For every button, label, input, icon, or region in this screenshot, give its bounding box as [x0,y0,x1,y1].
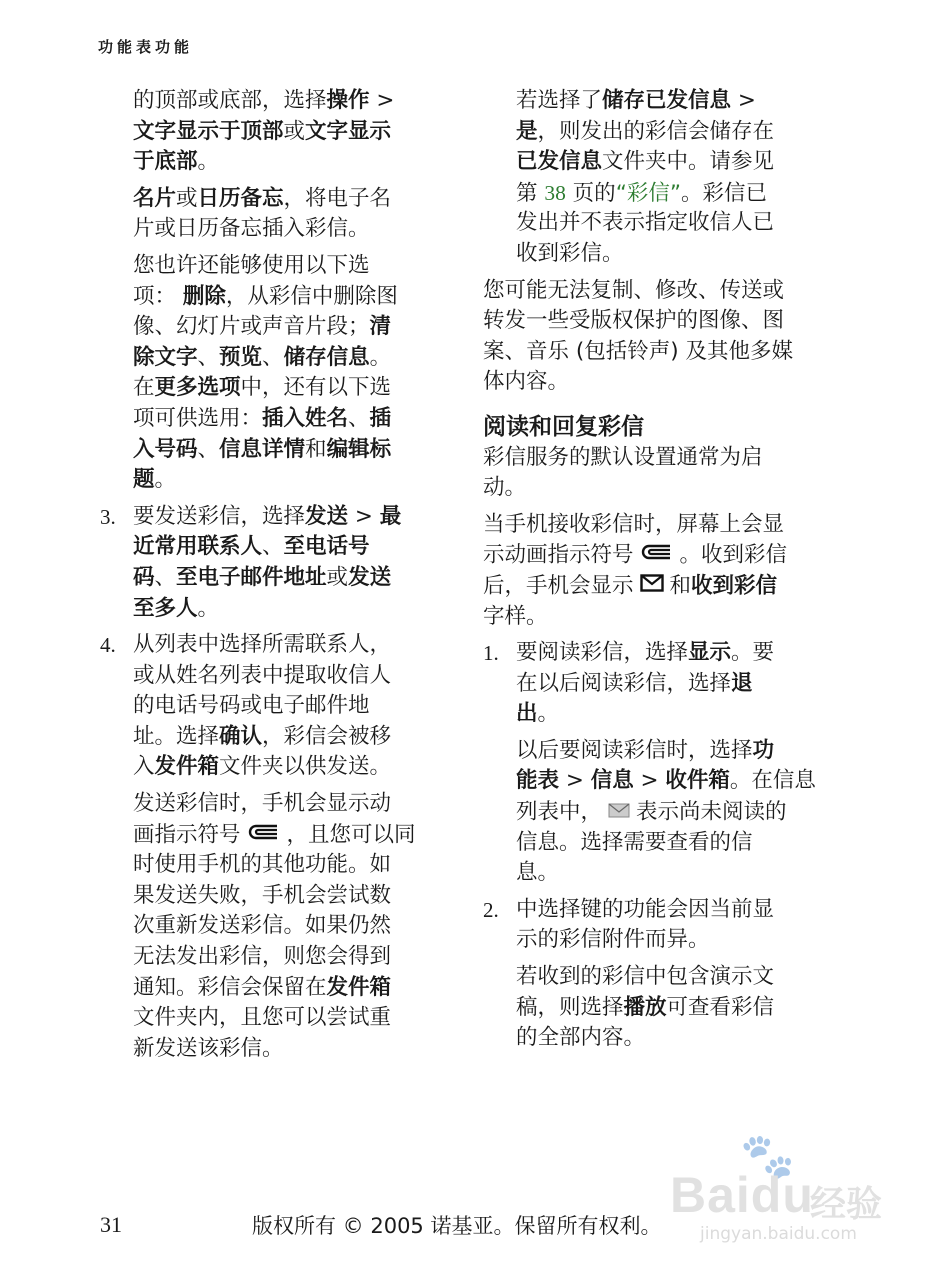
step-number: 1. [483,641,499,666]
menu-term: 最 [379,503,402,529]
numbered-step [483,895,853,956]
text-line [516,117,853,148]
text-line [133,184,460,215]
text-line [483,367,853,398]
text-run: 发送彩信时，手机会显示动 [133,791,392,817]
text-run: 示动画指示符号 [483,542,634,568]
sending-indicator-icon [247,820,281,851]
text-run: 在 [133,375,155,401]
text-line [516,86,853,117]
text-line [133,942,460,973]
menu-term: 已发信息 [516,149,603,175]
text-line [516,962,853,993]
text-run: 中选择键的功能会因当前显 [516,896,775,922]
cross-reference-link[interactable]: “彩信” [615,180,681,206]
watermark-url: jingyan.baidu.com [700,1224,857,1244]
menu-term: 预览 [219,344,263,370]
text-line [516,699,853,730]
text-run: 发出并不表示指定收信人已 [516,210,775,236]
menu-term: 码 [133,564,155,590]
text-line [133,630,460,661]
text-run: 要发送彩信，选择 [133,503,306,529]
text-line [133,312,460,343]
text-run: 像、幻灯片或声音片段； [133,314,370,340]
text-run: 、 [262,534,284,560]
paragraph [483,443,853,504]
text-line [133,1034,460,1065]
text-run: 当手机接收彩信时，屏幕上会显 [483,511,785,537]
unread-envelope-icon [608,797,630,828]
text-run: 通知。彩信会保留在 [133,974,327,1000]
text-run: 信息。选择需要查看的信 [516,829,753,855]
menu-term: 储存信息 [283,344,370,370]
menu-term: 清 [369,314,392,340]
text-run: 页的 [565,180,616,206]
text-run: 文件夹内，且您可以尝试重 [133,1005,392,1031]
text-line [483,602,853,633]
watermark-cn: 经验 [810,1184,883,1225]
text-line [133,532,460,563]
text-run: 。收到彩信 [679,542,788,568]
text-line [133,502,460,533]
menu-term: 显示 [688,640,732,666]
text-run: 中，还有以下选 [240,375,392,401]
text-run: 可查看彩信 [666,994,775,1020]
text-line [516,797,853,828]
text-line [133,594,460,625]
text-line [133,820,460,851]
menu-term: 收件箱 [665,768,730,794]
text-line [483,337,853,368]
text-line [516,925,853,956]
text-run: 。 [154,467,177,493]
paragraph [100,86,460,178]
text-line [133,117,460,148]
text-run: 在以后阅读彩信，选择 [516,670,732,696]
text-line [483,443,853,474]
text-line [133,86,460,117]
copyright-notice: 版权所有 © 2005 诺基亚。保留所有权利。 [252,1214,662,1238]
menu-term: 收到彩信 [691,573,778,599]
text-run: 阅读和回复彩信 [483,413,644,440]
watermark-logo: Baidu [670,1167,814,1223]
text-run: > [348,503,380,529]
text-line [516,766,853,797]
paragraph [483,510,853,632]
text-run: 和 [669,573,692,599]
menu-term: 于底部 [133,149,198,175]
baidu-watermark [660,1130,920,1280]
text-line [516,638,853,669]
text-line [133,465,460,496]
text-run: 列表中， [516,799,603,825]
menu-term: 文字显示 [305,118,392,144]
left-column [100,86,460,1070]
paragraph [483,736,853,889]
paragraph [100,789,460,1064]
text-line [483,412,853,443]
text-run: 画指示符号 [133,821,241,847]
menu-term: 发件箱 [326,974,392,1000]
menu-term: 功 [752,737,775,763]
text-run: 项可供选用： [133,405,263,431]
menu-term: 至电话号 [283,534,370,560]
text-run: 无法发出彩信，则您会得到 [133,944,392,970]
text-line [133,973,460,1004]
text-run: 案、音乐 (包括铃声) 及其他多媒 [483,338,793,364]
paragraph [483,962,853,1054]
text-run: 。 [197,595,220,621]
menu-term: 近常用联系人 [133,534,263,560]
numbered-step [100,502,460,624]
menu-term: 名片 [133,185,177,211]
text-run: 或 [326,564,349,590]
menu-term: 发送 [348,564,392,590]
text-line [516,858,853,889]
text-run: 彩信服务的默认设置通常为启 [483,444,763,470]
text-run: 或从姓名列表中提取收信人 [133,662,392,688]
text-run: 、 [197,344,220,370]
step-number: 4. [100,633,116,658]
text-line [516,239,853,270]
text-run: ，则发出的彩信会储存在 [537,118,775,144]
text-line [133,722,460,753]
text-line [133,404,460,435]
step-number: 3. [100,504,116,529]
paragraph [483,86,853,270]
text-line [516,147,853,178]
text-run: 时使用手机的其他功能。如 [133,852,392,878]
text-line [516,736,853,767]
text-run: 的全部内容。 [516,1025,646,1051]
text-run: 或 [283,118,306,144]
text-run: 。 [197,149,220,175]
menu-term: 确认 [219,723,263,749]
menu-term: 能表 [516,768,560,794]
numbered-step [483,638,853,730]
text-run: 次重新发送彩信。如果仍然 [133,913,392,939]
text-run: 表示尚未阅读的 [636,799,787,825]
text-run: ，彩信会被移 [262,723,392,749]
paragraph [100,184,460,245]
text-line [483,473,853,504]
text-run: 和 [305,436,327,462]
text-run: 。要 [731,640,775,666]
menu-term: 发件箱 [154,754,220,780]
envelope-outline-icon [640,571,664,602]
menu-term: 退 [731,670,753,696]
menu-term: 至多人 [133,595,198,621]
cross-reference-link[interactable]: 38 [544,180,566,205]
text-run: ，从彩信中删除图 [225,283,398,309]
text-run: 、 [348,405,370,431]
text-line [516,895,853,926]
menu-term: 发送 [305,503,349,529]
text-line [516,828,853,859]
text-line [516,208,853,239]
text-line [133,691,460,722]
text-run: > [559,768,591,794]
menu-term: 是 [516,118,538,144]
menu-term: 储存已发信息 [602,88,732,113]
text-run: 、 [154,564,177,590]
text-line [133,147,460,178]
text-line [516,178,853,209]
text-run: 或 [176,185,198,211]
text-line [516,993,853,1024]
running-header: 功能表功能 [98,38,194,56]
text-run: 字样。 [483,603,548,629]
text-run: 果发送失败，手机会尝试数 [133,882,392,908]
text-line [133,563,460,594]
text-line [133,435,460,466]
text-run: 您可能无法复制、修改、传送或 [483,277,785,303]
menu-term: 编辑标 [326,436,392,462]
text-run: 的电话号码或电子邮件地 [133,693,370,719]
menu-term: 除文字 [133,344,198,370]
text-run: 体内容。 [483,369,570,395]
text-run: 转发一些受版权保护的图像、图 [483,308,785,334]
text-line [133,214,460,245]
text-run: 收到彩信。 [516,240,624,266]
text-line [516,1023,853,1054]
receiving-indicator-icon [640,540,674,571]
menu-term: 播放 [623,994,667,1020]
text-run: 。彩信已 [680,180,767,206]
menu-term: 信息详情 [219,436,306,462]
text-run: 以后要阅读彩信时，选择 [516,737,753,763]
text-run: ，将电子名 [283,185,392,211]
text-line [133,373,460,404]
text-run: 。在信息 [729,768,816,794]
text-line [483,276,853,307]
text-line [483,510,853,541]
text-line [483,540,853,571]
menu-term: 出 [516,701,538,727]
text-run: 第 [516,180,545,206]
text-line [133,251,460,282]
text-run: 。 [369,344,392,370]
text-line [133,789,460,820]
text-line [133,881,460,912]
menu-term: 日历备忘 [197,185,284,211]
menu-term: 至电子邮件地址 [176,564,327,590]
paragraph [483,276,853,398]
paw-logo-icon: 🐾 [740,1131,795,1182]
menu-term: 插入姓名 [262,405,349,431]
text-run: 址。选择 [133,723,220,749]
text-run: 若收到的彩信中包含演示文 [516,964,775,990]
text-run: 息。 [516,860,560,886]
text-run: 。 [537,701,560,727]
text-run: 文件夹中。请参见 [602,149,775,175]
menu-term: 更多选项 [154,375,241,401]
text-run: 稿，则选择 [516,994,624,1020]
text-line [516,669,853,700]
text-run: 从列表中选择所需联系人， [133,632,392,658]
menu-term: 题 [133,467,155,493]
text-run: 新发送该彩信。 [133,1035,284,1061]
text-run: 若选择了 [516,88,603,113]
text-run: 的顶部或底部，选择 [133,88,327,113]
text-run: 、 [197,436,220,462]
text-run: 项： [133,283,183,309]
text-run: 您也许还能够使用以下选 [133,252,370,278]
right-column [483,86,853,1060]
text-run: 文件夹以供发送。 [219,754,392,780]
text-line [133,661,460,692]
text-run: 要阅读彩信，选择 [516,640,689,666]
text-run: > [731,88,756,113]
text-run: > [369,88,395,113]
text-run: 、 [262,344,284,370]
text-line [133,752,460,783]
text-line [133,850,460,881]
text-run: 片或日历备忘插入彩信。 [133,216,370,242]
text-line [483,571,853,602]
text-line [133,911,460,942]
menu-term: 入号码 [133,436,198,462]
step-number: 2. [483,897,499,922]
menu-term: 操作 [326,88,370,113]
text-run: 后，手机会显示 [483,573,634,599]
text-run: 示的彩信附件而异。 [516,927,710,953]
text-line [133,1003,460,1034]
text-run: 入 [133,754,155,780]
menu-term: 文字显示于顶部 [133,118,284,144]
page-number: 31 [100,1212,122,1237]
menu-term: 插 [369,405,392,431]
text-run: 动。 [483,475,527,501]
numbered-step [100,630,460,783]
text-line [133,343,460,374]
text-run: > [633,768,666,794]
text-line [133,282,460,313]
menu-term: 删除 [182,283,226,309]
text-line [483,306,853,337]
text-run: ，且您可以同 [286,821,416,847]
section-heading [483,412,853,443]
menu-term: 信息 [590,768,634,794]
paragraph [100,251,460,496]
